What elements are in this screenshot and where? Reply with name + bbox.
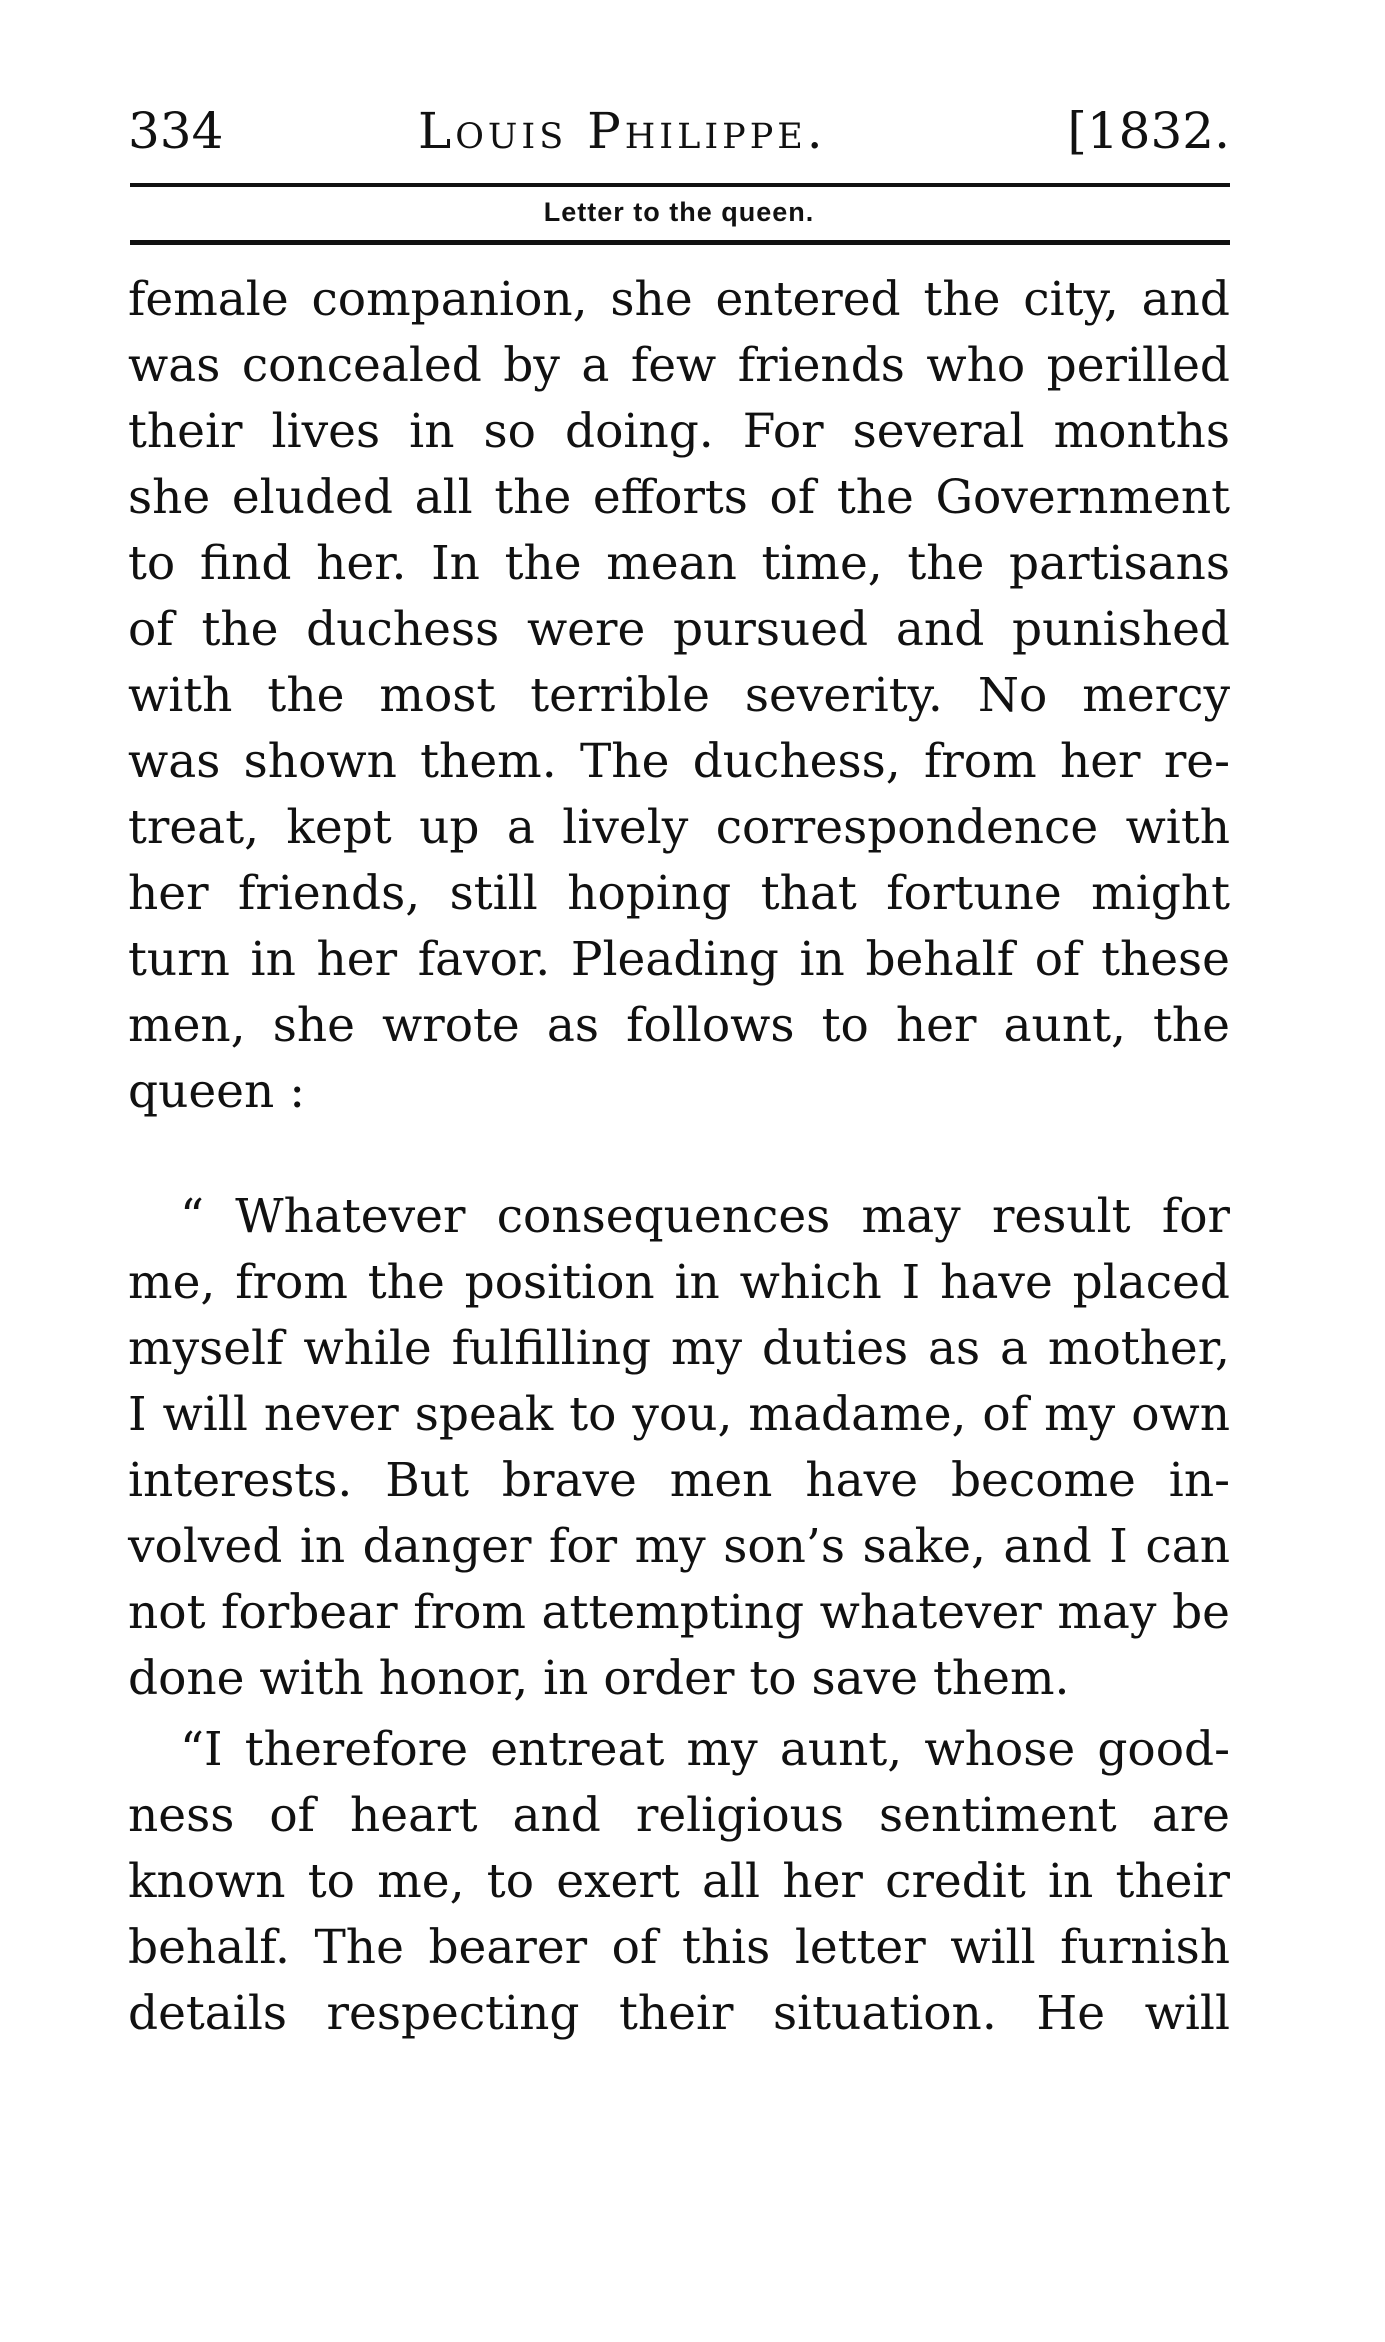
running-head bbox=[128, 96, 1230, 166]
text-line: I will never speak to you, madame, of my own bbox=[128, 1387, 1230, 1442]
page-number: 334 bbox=[128, 102, 224, 160]
text-line: “ Whatever consequences may result for bbox=[180, 1189, 1230, 1244]
text-line: me, from the position in which I have placed bbox=[128, 1255, 1230, 1310]
text-line: ness of heart and religious sentiment are bbox=[128, 1788, 1230, 1843]
text-line: not forbear from attempting whatever may be bbox=[128, 1585, 1230, 1640]
header-rule-top bbox=[130, 183, 1230, 187]
text-line: men, she wrote as follows to her aunt, the bbox=[128, 998, 1230, 1053]
text-line: their lives in so doing. For several months bbox=[128, 404, 1230, 459]
text-line: was concealed by a few friends who perilled bbox=[128, 338, 1230, 393]
text-line: known to me, to exert all her credit in their bbox=[128, 1854, 1230, 1909]
year-marker: [1832. bbox=[1067, 102, 1230, 160]
text-line: details respecting their situation. He will bbox=[128, 1986, 1230, 2041]
text-line: female companion, she entered the city, and bbox=[128, 272, 1230, 327]
section-title: Letter to the queen. bbox=[543, 197, 815, 227]
text-line: myself while fulfilling my duties as a mother, bbox=[128, 1321, 1230, 1376]
text-line: she eluded all the efforts of the Government bbox=[128, 470, 1230, 525]
text-line: treat, kept up a lively correspondence with bbox=[128, 800, 1230, 855]
text-line: volved in danger for my son’s sake, and I can bbox=[128, 1519, 1230, 1574]
header-rule-bottom bbox=[130, 240, 1230, 245]
text-line: her friends, still hoping that fortune might bbox=[128, 866, 1230, 921]
text-line: done with honor, in order to save them. bbox=[128, 1651, 1070, 1706]
text-line: to find her. In the mean time, the partisans bbox=[128, 536, 1230, 591]
text-line: behalf. The bearer of this letter will furnish bbox=[128, 1920, 1230, 1975]
text-line: with the most terrible severity. No mercy bbox=[128, 668, 1230, 723]
text-line: of the duchess were pursued and punished bbox=[128, 602, 1230, 657]
text-line: turn in her favor. Pleading in behalf of these bbox=[128, 932, 1230, 987]
text-line: “I therefore entreat my aunt, whose good- bbox=[180, 1722, 1230, 1777]
book-title: Louis Philippe. bbox=[418, 102, 827, 160]
text-line: queen : bbox=[128, 1064, 306, 1119]
text-line: was shown them. The duchess, from her re- bbox=[128, 734, 1230, 789]
text-line: interests. But brave men have become in- bbox=[128, 1453, 1230, 1508]
